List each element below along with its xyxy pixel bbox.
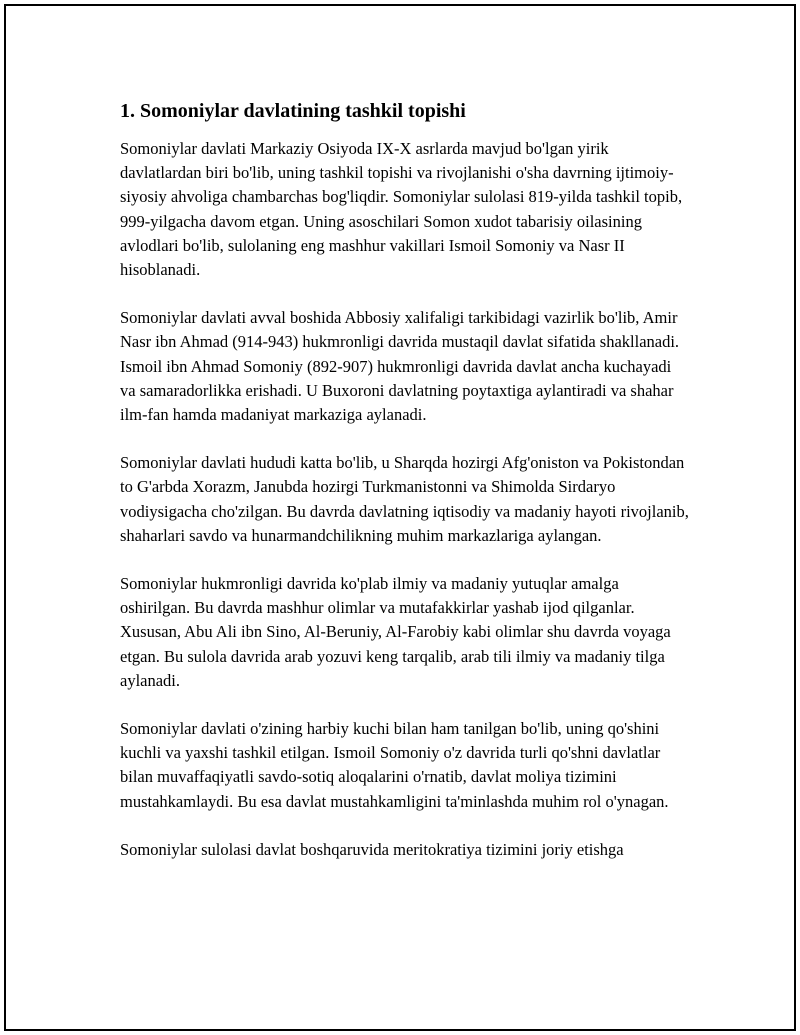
paragraph-1: Somoniylar davlati Markaziy Osiyoda IX-X asrlarda mavjud bo'lgan yirik davlatlardan biri bo'lib, uning tashkil topishi va rivojlanishi o'sha davrning ijtimoiy-siyosiy ahvoliga chambarchas bog'liqdir. Somoniylar sulolasi 819-yilda tashkil topib, 999-yilgacha davom etgan. Uning asoschilari Somon xudot tabarisiy oilasining avlodlari bo'lib, sulolaning eng mashhur vakillari Ismoil Somoniy va Nasr II hisoblanadi. — [120, 139, 683, 280]
paragraph-2: Somoniylar davlati avval boshida Abbosiy xalifaligi tarkibidagi vazirlik bo'lib, Amir Nasr ibn Ahmad (914-943) hukmronligi davrida mustaqil davlat sifatida shakllanadi. Ismoil ibn Ahmad Somoniy (892-907) hukmronligi davrida davlat ancha kuchayadi va samaradorlikka erishadi. U Buxoroni davlatning poytaxtiga aylantiradi va shahar ilm-fan hamda madaniyat markaziga aylanadi. — [120, 308, 680, 425]
page-frame — [4, 4, 796, 1031]
paragraph-3: Somoniylar davlati hududi katta bo'lib, u Sharqda hozirgi Afg'oniston va Pokistondan to G'arbda Xorazm, Janubda hozirgi Turkmanistonni va Shimolda Sirdaryo vodiysigacha cho'zilgan. Bu davrda davlatning iqtisodiy va madaniy hayoti rivojlanib, shaharlari savdo va hunarmandchilikning muhim markazlariga aylangan. — [120, 453, 689, 545]
paragraph-4: Somoniylar hukmronligi davrida ko'plab ilmiy va madaniy yutuqlar amalga oshirilgan. Bu davrda mashhur olimlar va mutafakkirlar yashab ijod qilganlar. Xususan, Abu Ali ibn Sino, Al-Beruniy, Al-Farobiy kabi olimlar shu davrda voyaga etgan. Bu sulola davrida arab yozuvi keng tarqalib, arab tili ilmiy va madaniy tilga aylanadi. — [120, 574, 671, 690]
paragraph-5: Somoniylar davlati o'zining harbiy kuchi bilan ham tanilgan bo'lib, uning qo'shini kuchli va yaxshi tashkil etilgan. Ismoil Somoniy o'z davrida turli qo'shni davlatlar bilan muvaffaqiyatli savdo-sotiq aloqalarini o'rnatib, davlat moliya tizimini mustahkamlaydi. Bu esa davlat mustahkamligini ta'minlashda muhim rol o'ynagan. — [120, 719, 669, 811]
section-heading: 1. Somoniylar davlatining tashkil topishi — [120, 100, 466, 122]
document-body — [120, 98, 690, 886]
paragraph-6: Somoniylar sulolasi davlat boshqaruvida meritokratiya tizimini joriy etishga — [120, 839, 624, 859]
